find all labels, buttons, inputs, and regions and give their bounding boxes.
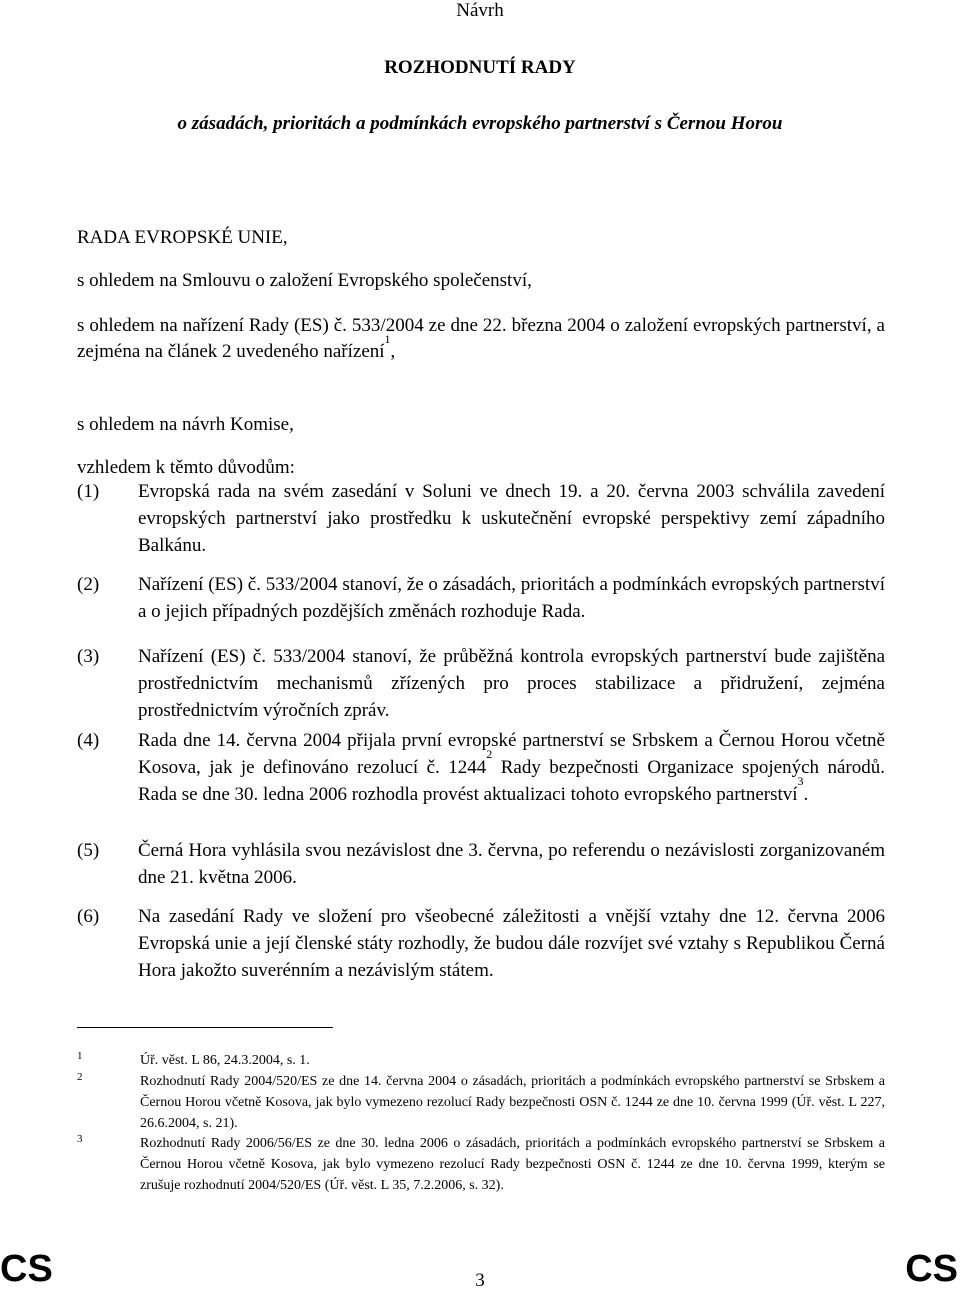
language-code-right: CS (905, 1248, 958, 1290)
footnote-number: 3 (77, 1133, 83, 1145)
document-subtitle: o zásadách, prioritách a podmínkách evropského partnerství s Černou Horou (177, 113, 783, 134)
recital-number: (2) (77, 574, 100, 595)
footnote-3 (77, 1133, 885, 1196)
citation-proposal: s ohledem na návrh Komise, (77, 414, 294, 435)
footnote-text: Rozhodnutí Rady 2004/520/ES ze dne 14. června 2004 o zásadách, prioritách a podmínkách evropského partnerství se Srbskem a Černou Horou včetně Kosova, jak bylo vymezeno rezolucí Rady bezpečnosti OSN č. 1244 ze dne 10. června 1999 (Úř. věst. L 227, 26.6.2004, s. 21). (140, 1074, 885, 1131)
recital-text: Černá Hora vyhlásila svou nezávislost dne 3. června, po referendu o nezávislosti zorganizovaném dne 21. května 2006. (138, 840, 885, 888)
recital-number: (4) (77, 730, 100, 751)
recital-2 (77, 571, 885, 625)
footnote-text: Úř. věst. L 86, 24.3.2004, s. 1. (140, 1053, 310, 1068)
whereas-intro: vzhledem k těmto důvodům: (77, 457, 295, 478)
recital-text: Nařízení (ES) č. 533/2004 stanoví, že průběžná kontrola evropských partnerství bude zajištěna prostřednictvím mechanismů zřízených pro proces stabilizace a přidružení, zejména prostřednictvím výročních zpráv. (138, 646, 885, 721)
footnote-1 (77, 1050, 885, 1071)
recital-5 (77, 837, 885, 891)
recital-text: Nařízení (ES) č. 533/2004 stanoví, že o zásadách, prioritách a podmínkách evropských partnerství a o jejich případných pozdějších změnách rozhoduje Rada. (138, 574, 885, 622)
draft-label: Návrh (456, 0, 504, 21)
footnote-ref-3: 3 (797, 774, 804, 788)
recital-number: (1) (77, 481, 100, 502)
recital-4 (77, 727, 885, 808)
recital-3 (77, 643, 885, 724)
citation-regulation-text: s ohledem na nařízení Rady (ES) č. 533/2004 ze dne 22. března 2004 o založení evropských partnerství, a zejména na článek 2 uvedeného nařízení (77, 315, 885, 362)
footnote-ref-2: 2 (486, 747, 493, 761)
recital-text-part: Rady bezpečnosti Organizace spojených národů. Rada se dne 30. ledna 2006 rozhodla provést aktualizaci tohoto evropského partnerství (138, 757, 885, 805)
recital-text: Evropská rada na svém zasedání v Soluni ve dnech 19. a 20. června 2003 schválila zavedení evropských partnerství jako prostředku k uskutečnění evropské perspektivy zemí západního Balkánu. (138, 481, 885, 556)
citation-treaty: s ohledem na Smlouvu o založení Evropského společenství, (77, 270, 532, 291)
recital-6 (77, 903, 885, 984)
recital-text-part: . (803, 784, 809, 805)
institution-line: RADA EVROPSKÉ UNIE, (77, 227, 288, 248)
footnote-separator (77, 1027, 333, 1028)
footnote-2 (77, 1071, 885, 1134)
recital-number: (3) (77, 646, 100, 667)
recital-text: Na zasedání Rady ve složení pro všeobecné záležitosti a vnější vztahy dne 12. června 2006 Evropská unie a její členské státy rozhodly, že budou dále rozvíjet své vztahy s Republikou Černá Hora jakožto suverénním a nezávislým státem. (138, 906, 885, 981)
recital-text (138, 727, 885, 808)
footnote-number: 1 (77, 1050, 83, 1062)
recital-number: (6) (77, 906, 100, 927)
citation-regulation (77, 313, 885, 365)
document-title: ROZHODNUTÍ RADY (384, 57, 576, 78)
recital-text-part: Rada dne 14. června 2004 přijala první evropské partnerství se Srbskem a Černou Horou včetně Kosova, jak je definováno rezolucí č. 1244 (138, 730, 885, 778)
page-number: 3 (475, 1270, 485, 1291)
language-code-left: CS (0, 1248, 53, 1290)
recital-1 (77, 478, 885, 559)
footnote-text: Rozhodnutí Rady 2006/56/ES ze dne 30. ledna 2006 o zásadách, prioritách a podmínkách evropského partnerství se Srbskem a Černou Horou včetně Kosova, jak bylo vymezeno rezolucí Rady bezpečnosti OSN č. 1244 ze dne 10. června 1999, kterým se zrušuje rozhodnutí 2004/520/ES (Úř. věst. L 35, 7.2.2006, s. 32). (140, 1136, 885, 1193)
recital-number: (5) (77, 840, 100, 861)
footnote-number: 2 (77, 1071, 83, 1083)
citation-regulation-end: , (390, 341, 396, 362)
footnote-ref-1: 1 (384, 332, 391, 346)
